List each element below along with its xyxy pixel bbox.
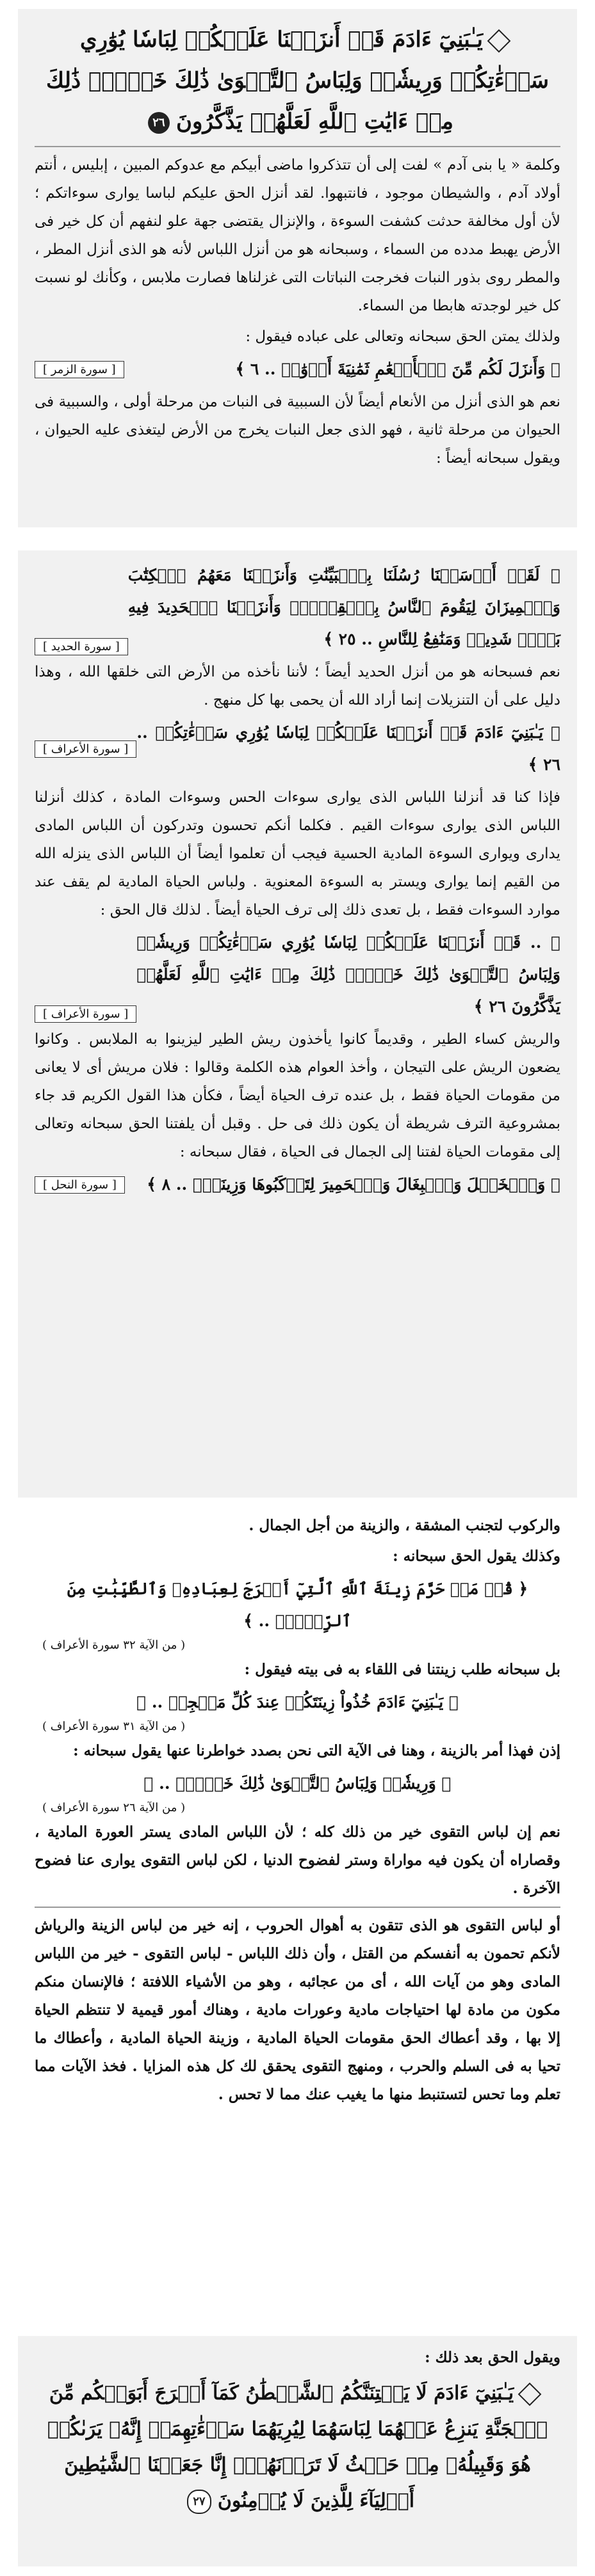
commentary-paragraph: والريش كساء الطير ، وقديماً كانوا يأخذون ريش الطير ليزينوا به الملابس . وكانوا يضعون الريش على التيجان ، وأخذ العوام هذه الكلمة وقالوا : فلان مريش أى لا يعانى من مقومات الحياة فقط ، بل عنده ترف الحياة أيضاً ، فكأن هذا القول الكريم قد جاء بمشروعية الترف شريطة أن يكون ذلك فى حل . وقبل أن يلفتنا الحق سبحانه وتعالى إلى مقومات الحياة لفتنا إلى الجمال فى الحياة ، فقال سبحانه : <box>35 1031 560 1160</box>
surah-reference: [ سورة الزمر ] <box>35 361 124 378</box>
surah-reference: ( من الآية ٣١ سورة الأعراف ) <box>42 1720 186 1733</box>
commentary-paragraph: نعم إن لباس التقوى خير من ذلك كله ؛ لأن اللباس المادى يستر العورة المادية ، وقصاراه أن يكون فيه مواراة وستر لفضوح الدنيا ، لكن لباس التقوى يوارى عنا فضوح الآخرة . <box>35 1823 560 1897</box>
quoted-verse: ﴿ وَأَنزَلَ لَكُم مِّنَ ٱلۡأَنۡعَٰمِ ثَمَٰنِيَةَ أَزۡوَٰجٖ .. ٦ ﴾ <box>235 360 560 378</box>
commentary-paragraph: نعم فسبحانه هو من أنزل الحديد أيضاً ؛ لأننا نأخذه من الأرض التى خلقها الله ، وهذا دليل على أن التنزيلات إنما أراد الله أن يحمى بها كل منهج . <box>35 664 560 708</box>
surah-reference: ( من الآية ٢٦ سورة الأعراف ) <box>42 1801 186 1814</box>
quoted-verse: ﴿ .. قَدۡ أَنزَلۡنَا عَلَيۡكُمۡ لِبَاسٗا يُوَٰرِي سَوۡءَٰتِكُمۡ وَرِيشٗاۖ وَلِبَاسُ ٱلتَّقۡوَىٰ ذَٰلِكَ خَيۡرٞۚ ذَٰلِكَ مِنۡ ءَايَٰتِ ٱللَّهِ لَعَلَّهُمۡ يَذَّكَّرُونَ ٢٦ ﴾ <box>136 933 560 1016</box>
quote-row <box>35 717 560 781</box>
commentary-paragraph: وكلمة « يا بنى آدم » لفت إلى أن تتذكروا ماضى أبيكم مع عدوكم المبين ، إبليس ، أنتم أولاد آدم ، والشيطان موجود ، فانتبهوا. لقد أنزل الحق عليكم لباسا يوارى سوءاتكم ؛ لأن أول مخالفة حدثت كشفت السوءة ، والإنزال يقتضى جهة علو لنفهم أن كل خير فى الأرض يهبط مدده من السماء ، وسبحانه هو من أنزل اللباس لأنه هو الذى أنزل المطر ، والمطر روى بذور النبات فخرجت النباتات التى غزلناها فصارت ملابس ، وكأنك لو نسبت كل خير لوجدته هابطا من السماء. <box>35 157 560 314</box>
quoted-verse: ﴿ يَـٰبَنِيٓ ءَادَمَ قَدۡ أَنزَلۡنَا عَلَيۡكُمۡ لِبَاسٗا يُوَٰرِي سَوۡءَٰتِكُمۡ .. ٢٦ ﴾ <box>136 723 560 774</box>
commentary-paragraph: ويقول الحق بعد ذلك : <box>425 2349 560 2366</box>
verse-ornament-icon <box>518 2383 542 2406</box>
commentary-paragraph: نعم هو الذى أنزل من الأنعام أيضاً لأن السببية فى النبات من مرحلة أولى ، والسببية فى الحيوان من مرحلة ثانية ، فهو الذى جعل النبات يخرج من الأرض ليتغذى عليه الحيوان ، ويقول سبحانه أيضاً : <box>35 394 560 467</box>
section-3 <box>18 1504 577 2330</box>
quoted-verse: ﴿ وَرِيشٗاۖ وَلِبَاسُ ٱلتَّقۡوَىٰ ذَٰلِكَ خَيۡرٞۚ .. ﴾ <box>143 1774 452 1793</box>
commentary-paragraph: فإذا كنا قد أنزلنا اللباس الذى يوارى سوءات الحس وسوءات المادة ، كذلك أنزلنا اللباس الذى يوارى سوءات القيم . فكلما أنكم تحسون وتدركون أن اللباس المادى يدارى ويوارى السوءة المادية الحسية فيجب أن تعلموا أيضاً أن اللباس الذى ينزله الله من القيم إنما يوارى ويستر به السوءة المعنوية . ولباس الحياة المادية لم يقف عند موارد السوءات فقط ، بل تعدى ذلك إلى ترف الحياة أيضاً . لذلك قال الحق : <box>35 789 560 918</box>
surah-reference: ( من الآية ٣٢ سورة الأعراف ) <box>42 1638 186 1652</box>
commentary-paragraph: أو لباس التقوى هو الذى تتقون به أهوال الحروب ، إنه خير من لباس الزينة والرياش لأنكم تحمون به أنفسكم من القتل ، وأن ذلك اللباس - لباس التقوى - خير من اللباس المادى وهو من آيات الله ، أى من عجائبه ، وهو من الأشياء اللافتة ؛ فالإنسان منكم مكون من مادة لها احتياجات مادية وعورات مادية ، وهناك أمور قيمية لا تنتظم الحياة إلا بها ، وقد أعطاك الحق مقومات الحياة المادية ، وزينة الحياة المادية ، وأعطاك ما تحيا به فى السلم والحرب ، ومنهج التقوى يحقق لك كل هذه المزايا . فخذ الآيات مما تعلم وما تحس لتستنبط منها ما يغيب عنك مما لا تحس . <box>35 1917 560 2103</box>
commentary-paragraph: وكذلك يقول الحق سبحانه : <box>393 1548 560 1565</box>
surah-reference: [ سورة الأعراف ] <box>35 740 136 758</box>
main-verse-26: يَـٰبَنِيٓ ءَادَمَ قَدۡ أَنزَلۡنَا عَلَيۡكُمۡ لِبَاسٗا يُوَٰرِي سَوۡءَٰتِكُمۡ وَرِيشٗاۖ وَلِبَاسُ ٱلتَّقۡوَىٰ ذَٰلِكَ خَيۡرٞۚ ذَٰلِكَ مِنۡ ءَايَٰتِ ٱللَّهِ لَعَلَّهُمۡ يَذَّكَّرُونَ٢٦ <box>45 27 550 134</box>
quoted-verse: ﴿ وَٱلۡخَيۡلَ وَٱلۡبِغَالَ وَٱلۡحَمِيرَ لِتَرۡكَبُوهَا وَزِينَةٗۚ .. ٨ ﴾ <box>147 1175 560 1194</box>
section-2 <box>18 550 577 1498</box>
verse-number-badge: ٢٧ <box>187 2490 211 2514</box>
surah-reference: [ سورة الأعراف ] <box>35 1005 136 1023</box>
surah-reference: [ سورة النحل ] <box>35 1176 125 1194</box>
quote-row <box>35 353 560 385</box>
section-1 <box>18 9 577 527</box>
divider <box>35 146 560 147</box>
commentary-paragraph: ولذلك يمتن الحق سبحانه وتعالى على عباده فيقول : <box>245 328 560 345</box>
commentary-paragraph: بل سبحانه طلب زينتنا فى اللقاء به فى بيته فيقول : <box>244 1661 560 1678</box>
section-4 <box>18 2336 577 2566</box>
quoted-verse: ﴿ قُلۡ مَنۡ حَرَّمَ زِينَةَ ٱللَّهِ ٱلَّتِيٓ أَخۡرَجَ لِعِبَادِهِۦ وَٱلطَّيِّبَٰتِ مِنَ ٱلرِّزۡقِۚ .. ﴾ <box>67 1580 528 1630</box>
commentary-paragraph: إذن فهذا أمر بالزينة ، وهنا فى الآية التى نحن بصدد خواطرنا عنها يقول سبحانه : <box>73 1742 560 1759</box>
divider <box>35 1907 560 1908</box>
verse-ornament-icon <box>487 29 511 53</box>
quoted-verse: ﴿ لَقَدۡ أَرۡسَلۡنَا رُسُلَنَا بِٱلۡبَيِّنَٰتِ وَأَنزَلۡنَا مَعَهُمُ ٱلۡكِتَٰبَ وَٱلۡمِيزَانَ لِيَقُومَ ٱلنَّاسُ بِٱلۡقِسۡطِۖ وَأَنزَلۡنَا ٱلۡحَدِيدَ فِيهِ بَأۡسٞ شَدِيدٞ وَمَنَٰفِعُ لِلنَّاسِ .. ٢٥ ﴾ <box>127 566 560 648</box>
commentary-paragraph: والركوب لتجنب المشقة ، والزينة من أجل الجمال . <box>249 1517 560 1534</box>
verse-number-badge: ٢٦ <box>148 112 170 134</box>
quote-row <box>35 1169 560 1201</box>
quoted-verse: ﴿ يَـٰبَنِيٓ ءَادَمَ خُذُواْ زِينَتَكُمۡ عِندَ كُلِّ مَسۡجِدٖ .. ﴾ <box>136 1693 459 1711</box>
main-verse-27: يَـٰبَنِيٓ ءَادَمَ لَا يَفۡتِنَنَّكُمُ ٱلشَّيۡطَٰنُ كَمَآ أَخۡرَجَ أَبَوَيۡكُم مِّنَ ٱلۡجَنَّةِ يَنزِعُ عَنۡهُمَا لِبَاسَهُمَا لِيُرِيَهُمَا سَوۡءَٰتِهِمَآۚ إِنَّهُۥ يَرَىٰكُمۡ هُوَ وَقَبِيلُهُۥ مِنۡ حَيۡثُ لَا تَرَوۡنَهُمۡۗ إِنَّا جَعَلۡنَا ٱلشَّيَٰطِينَ أَوۡلِيَآءَ لِلَّذِينَ لَا يُؤۡمِنُونَ٢٧ <box>35 2376 560 2519</box>
quote-row <box>35 927 560 1023</box>
surah-reference: [ سورة الحديد ] <box>35 638 128 655</box>
quote-row <box>35 559 560 655</box>
